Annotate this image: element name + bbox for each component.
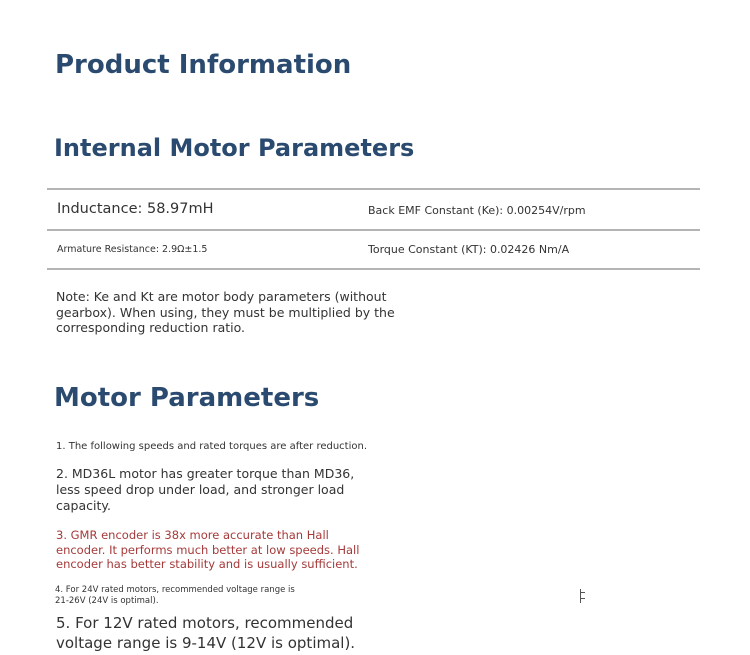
motor-note-1: 1. The following speeds and rated torques are after reduction. [56, 441, 368, 452]
back-emf-value: Back EMF Constant (Ke): 0.00254V/rpm [368, 204, 586, 217]
page-title: Product Information [55, 50, 352, 80]
torque-constant-value: Torque Constant (KT): 0.02426 Nm/A [368, 243, 570, 256]
motor-note-2: 2. MD36L motor has greater torque than MD36, less speed drop under load, and stronger load capacity. [56, 466, 355, 513]
parameters-note: Note: Ke and Kt are motor body parameters (without gearbox). When using, they must be multiplied by the corresponding reduction ratio. [56, 289, 395, 335]
armature-resistance-value: Armature Resistance: 2.9Ω±1.5 [57, 244, 208, 255]
table-row-divider [47, 229, 700, 231]
table-top-divider [47, 188, 700, 190]
motor-note-3: 3. GMR encoder is 38x more accurate than Hall encoder. It performs much better at low speeds. Hall encoder has better stability and is usually sufficient. [56, 528, 360, 571]
table-bottom-divider [47, 268, 700, 270]
motor-note-4: 4. For 24V rated motors, recommended voltage range is 21-26V (24V is optimal). [55, 585, 295, 606]
inductance-value: Inductance: 58.97mH [57, 201, 214, 217]
list-marker-icon [580, 589, 585, 603]
motor-note-5: 5. For 12V rated motors, recommended voltage range is 9-14V (12V is optimal). [56, 614, 356, 652]
internal-motor-parameters-heading: Internal Motor Parameters [54, 134, 415, 162]
motor-parameters-heading: Motor Parameters [54, 383, 320, 413]
